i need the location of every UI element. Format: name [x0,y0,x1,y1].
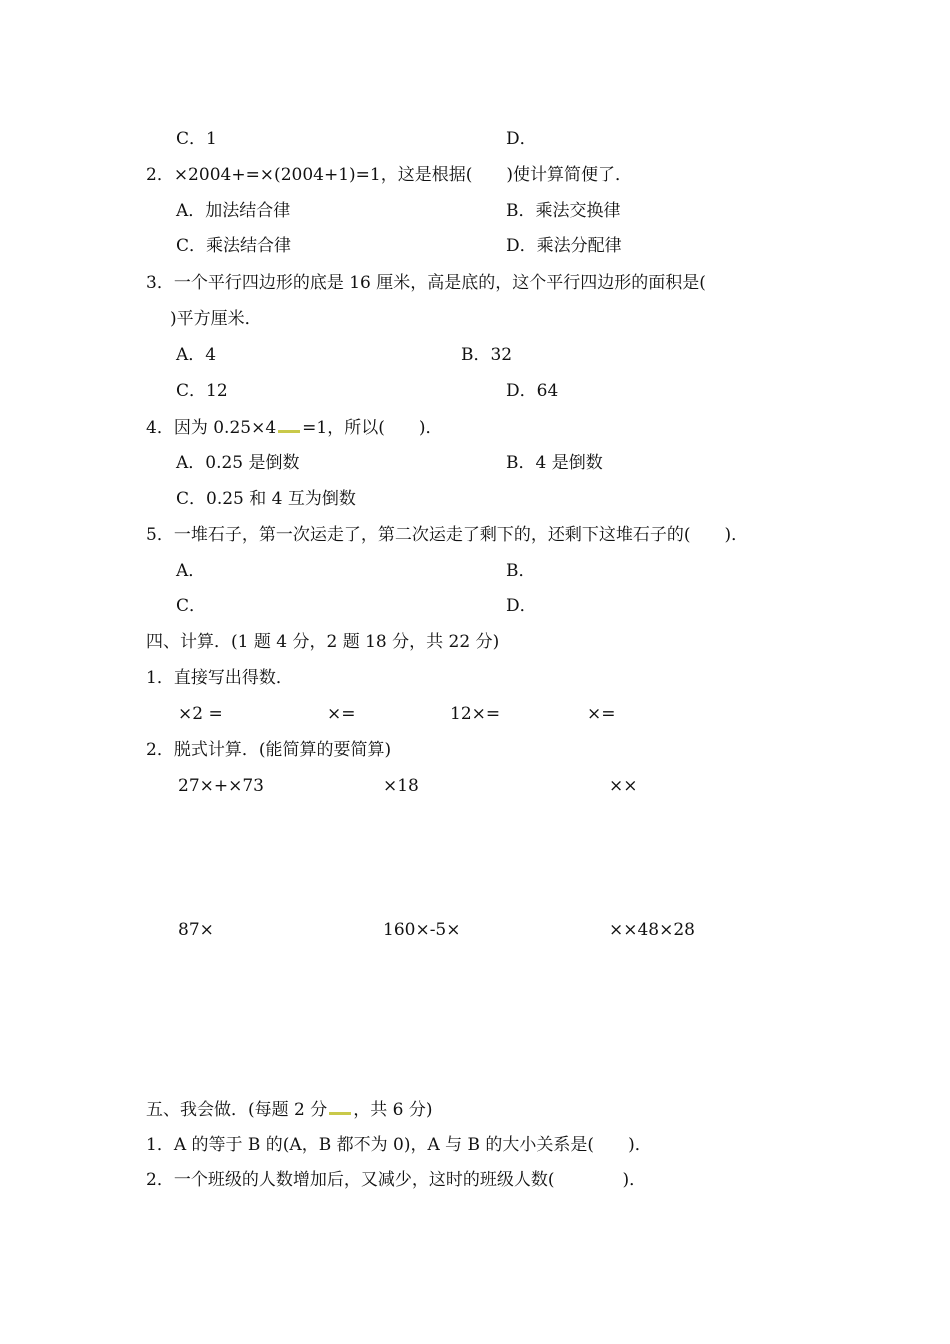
section-5-heading [146,1099,433,1120]
section-5-heading-end: ，共 6 分) [353,1100,433,1120]
section-5-heading-start: 五、我会做．(每题 2 分 [146,1100,328,1120]
q2-option-b: B．乘法交换律 [506,201,621,221]
section-4-heading: 四、计算．(1 题 4 分，2 题 18 分，共 22 分) [146,632,500,652]
section-5-question-1: 1．A 的等于 B 的(A，B 都不为 0)，A 与 B 的大小关系是( )． [146,1135,652,1155]
q2-option-c: C．乘法结合律 [176,236,292,256]
q3-option-c: C．12 [176,381,228,401]
q4-option-a: A．0.25 是倒数 [176,453,300,473]
question-4-text-end: =1，所以( )． [302,418,443,438]
oral-calc-2: ×= [327,704,356,724]
question-4-text-start: 4．因为 0.25×4 [146,418,277,438]
q5-option-b: B． [506,561,536,581]
question-4 [146,417,442,438]
step-calc-6: ××48×28 [609,920,695,940]
q2-option-a: A．加法结合律 [176,201,291,221]
section-4-question-1: 1．直接写出得数． [146,668,293,688]
q1-option-c: C．1 [176,129,217,149]
answer-blank [278,417,300,433]
step-calc-3: ×× [609,776,638,796]
question-2: 2．×2004+=×(2004+1)=1，这是根据( )使计算简便了． [146,165,632,185]
section-4-question-2: 2．脱式计算．(能简算的要简算) [146,740,392,760]
oral-calc-4: ×= [587,704,616,724]
q5-option-a: A． [176,561,206,581]
q3-option-d: D．64 [506,381,559,401]
q3-option-a: A．4 [176,345,217,365]
step-calc-5: 160×-5× [383,920,461,940]
oral-calc-1: ×2 = [178,704,223,724]
question-3-continued: )平方厘米． [170,309,262,329]
section-5-question-2: 2．一个班级的人数增加后，又减少，这时的班级人数( )． [146,1170,647,1190]
question-3: 3．一个平行四边形的底是 16 厘米，高是底的，这个平行四边形的面积是( [146,273,706,293]
answer-blank [329,1099,351,1115]
step-calc-4: 87× [178,920,214,940]
q5-option-c: C． [176,596,207,616]
step-calc-1: 27×+×73 [178,776,264,796]
q4-option-b: B．4 是倒数 [506,453,603,473]
q4-option-c: C．0.25 和 4 互为倒数 [176,489,356,509]
step-calc-2: ×18 [383,776,419,796]
oral-calc-3: 12×= [450,704,501,724]
question-5: 5．一堆石子，第一次运走了，第二次运走了剩下的，还剩下这堆石子的( )． [146,525,749,545]
q2-option-d: D．乘法分配律 [506,236,622,256]
q3-option-b: B．32 [461,345,513,365]
q1-option-d: D． [506,129,537,149]
q5-option-d: D． [506,596,537,616]
